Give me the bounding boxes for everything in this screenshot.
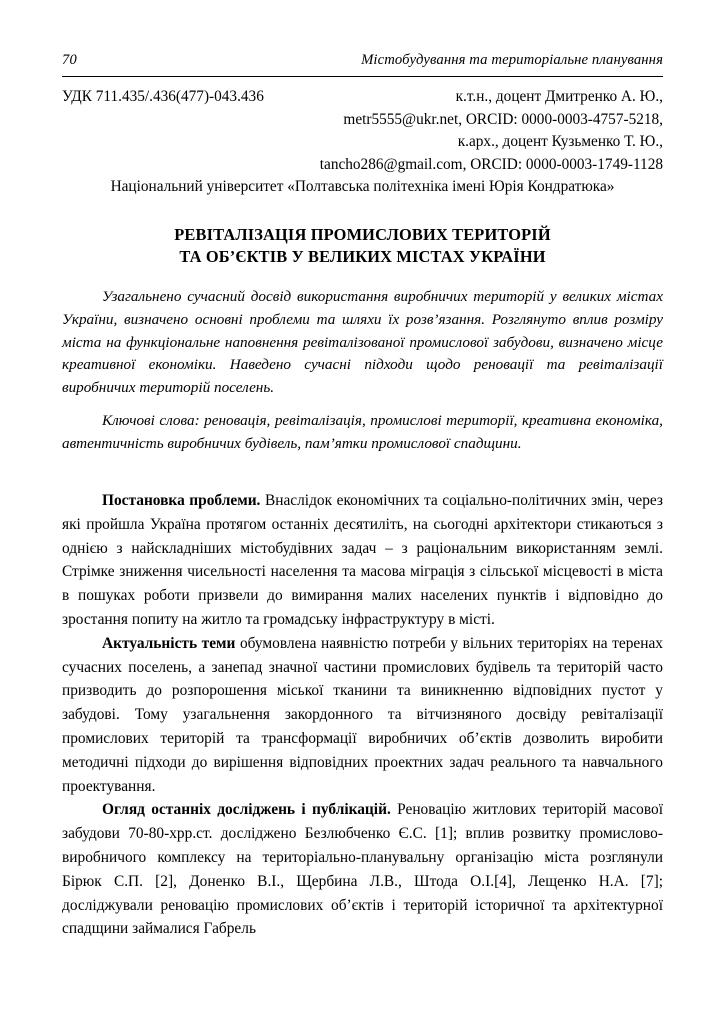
section-heading: Постановка проблеми.: [102, 492, 261, 509]
author-1-contact: metr5555@ukr.net, ORCID: 0000-0003-4757-5218,: [343, 110, 663, 128]
author-2-title: к.арх., доцент Кузьменко Т. Ю.,: [457, 133, 663, 151]
udk-code: УДК 711.435/.436(477)-043.436: [62, 88, 264, 105]
running-head: [62, 52, 663, 69]
affiliation: Національний університет «Полтавська політехніка імені Юрія Кондратюка»: [110, 178, 615, 196]
article-title-line-1: РЕВІТАЛІЗАЦІЯ ПРОМИСЛОВИХ ТЕРИТОРІЙ: [174, 224, 551, 244]
journal-title: Містобудування та територіальне планування: [361, 52, 663, 68]
header-rule: [62, 76, 663, 77]
keywords-list: реновація, ревіталізація, промислові території, креативна економіка, автентичність виробничих будівель, пам’ятки промислової спадщини.: [62, 412, 663, 452]
article-title: [62, 224, 663, 269]
section-heading: Огляд останніх досліджень і публікацій.: [102, 801, 391, 819]
section-heading: Актуальність теми: [102, 634, 236, 652]
keywords: [62, 410, 663, 456]
article-metadata: [62, 86, 663, 199]
article-title-line-2: ТА ОБ’ЄКТІВ У ВЕЛИКИХ МІСТАХ УКРАЇНИ: [179, 247, 546, 267]
page-number: 70: [62, 52, 77, 68]
section-paragraph: [62, 632, 663, 799]
section-paragraph: [62, 798, 663, 941]
udk-row: [62, 86, 663, 109]
author-2-contact: tancho286@gmail.com, ORCID: 0000-0003-1749-1128: [319, 155, 663, 173]
abstract: Узагальнено сучасний досвід використання виробничих територій у великих містах України, визначено основні проблеми та шляхи їх розв’язання. Розглянуто вплив розміру міста на функціональне наповнення ревіталізованої промислової забудови, визначено місце креативної економіки. Наведено сучасні підходи щодо реновації та ревіталізації виробничих територій поселень.: [62, 288, 663, 397]
section-text: обумовлена наявністю потреби у вільних територіях на теренах сучасних поселень, а занепад значної частини промислових будівель та територій часто призводить до розпорошення міської тканини та виникненню відповідних пустот у забудові. Тому узагальнення закордонного та вітчизняного досвіду ревіталізації промислових територій та трансформації виробничих об’єктів дозволить виробити методичні підходи до вирішення відповідних проектних задач реального та навчального проектування.: [62, 634, 663, 795]
keywords-label: Ключові слова:: [102, 412, 200, 429]
section-text: Реновацію житлових територій масової забудови 70-80-хрр.ст. досліджено Безлюбченко Є.С. [1]; вплив розвитку промислово-виробничого комплексу на територіально-планувальну організацію міста розглянули Бірюк С.П. [2], Доненко В.І., Щербина Л.В., Штода О.І.[4], Лещенко Н.А. [7]; досліджували реновацію промислових об’єктів і територій історичної та архітектурної спадщини займалися Габрель: [62, 801, 663, 938]
section-paragraph: [62, 489, 663, 632]
article-body: [62, 489, 663, 941]
author-1-title: к.т.н., доцент Дмитренко А. Ю.,: [455, 88, 663, 105]
section-text: Внаслідок економічних та соціально-політичних змін, через які пройшла Україна протягом останніх десятиліть, на сьогодні архітектори стикаються з однією з найскладніших містобудівних задач – з раціональним використанням землі. Стрімке зниження чисельності населення та масова міграція з сільської місцевості в міста в пошуках роботи призвели до вимирання малих населених пунктів і відповідно до зростання попиту на житло та громадську інфраструктуру в місті.: [62, 492, 663, 628]
